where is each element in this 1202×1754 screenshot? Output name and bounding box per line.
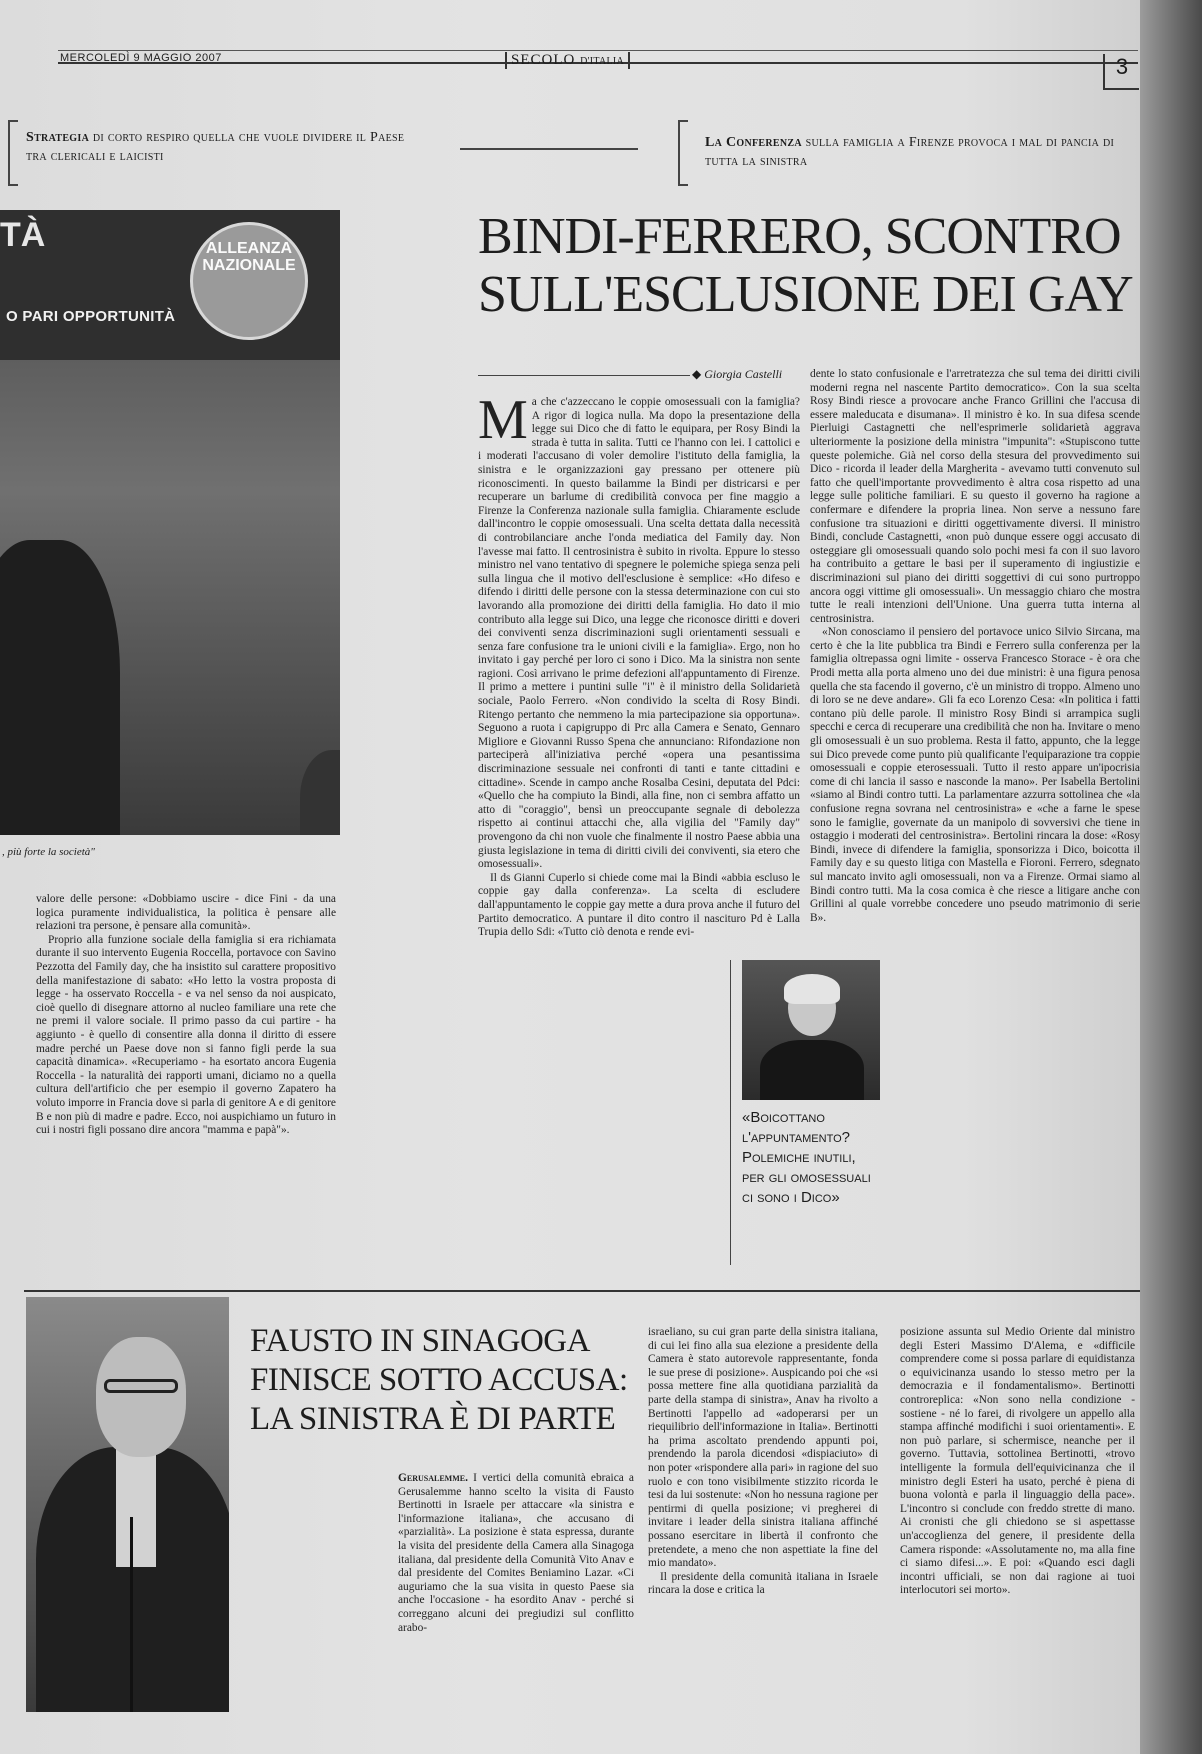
pull-quote-rule — [730, 960, 731, 1265]
article-paragraph — [398, 1472, 634, 1635]
minister-portrait — [742, 960, 880, 1100]
kicker-left-lead: Strategia — [26, 130, 90, 145]
kicker-right-lead: La Conferenza — [705, 135, 802, 150]
pull-quote: «Boicottano l'appuntamento? Polemiche inutili, per gli omosessuali ci sono i Dico» — [742, 1109, 871, 1206]
byline-rule — [478, 375, 690, 376]
second-article-column-2 — [648, 1326, 878, 1720]
main-headline: BINDI-FERRERO, SCONTRO SULL'ESCLUSIONE DEI GAY — [478, 208, 1133, 323]
byline: ◆ Giorgia Castelli — [692, 367, 783, 381]
glasses — [104, 1379, 178, 1393]
paragraph-text: I vertici della comunità ebraica a Gerusalemme hanno scelto la visita di Fausto Bertinotti in Israele per attaccare «la sinistra e l'informazione italiana», che accusano di «parzialità». La posizione è stata espressa, durante la visita del presidente della Camera alla Sinagoga italiana, dal presidente della Comunità Vito Anav e dal presidente del Comites Beniamino Lazar. «Ci auguriamo che la sua visita in questo Paese sia anche l'occasione - ha esordito Anav - perché si correggano alcuni dei pregiudizi sul conflitto arabo- — [398, 1472, 634, 1634]
article-paragraph: dente lo stato confusionale e l'arretratezza che sul tema dei diritti civili moderni regna nel nascente Partito democratico». Con la sua scelta Rosy Bindi riesce a provocare anche Franco Grillini che l'accusa di essere maleducata e disumana». Il ministro è ko. In sua difesa scende Pierluigi Castagnetti che nell'esprimerle solidarietà aggrava ulteriormente la posizione della ministra "impunita": «Stupiscono tutte queste polemiche. Già nel corso della stesura del provvedimento sui Dico - ricorda il leader della Margherita - avevamo tutti convenuto sul fatto che quell'importante provvedimento è altra cosa rispetto ad una legge sulle politiche familiari. E su questo il governo ha ragione a confermare e difendere la propria linea. Non serve a nessuno fare confusione tra situazioni e diritti oggettivamente diversi. Il ministro Bindi, conclude Castagnetti, «non può dunque essere oggi accusato di osteggiare gli omosessuali quando solo pochi mesi fa con il suo lavoro ha contribuito a gettare le basi per il superamento di ingiustizie e discriminazioni sul piano dei diritti soggettivi di cui sono purtroppo ancora oggi vittime gli omosessuali». Un messaggio chiaro che mostra tutte le reali intenzioni dell'Unione. Una guerra tutta interna al centrosinistra. — [810, 368, 1140, 625]
second-headline: FAUSTO IN SINAGOGA FINISCE SOTTO ACCUSA: LA SINISTRA È DI PARTE — [250, 1323, 628, 1437]
portrait-body — [760, 1040, 864, 1100]
section-divider — [24, 1290, 1140, 1292]
masthead-title: SECOLO — [511, 52, 576, 68]
banner-text: O PARI OPPORTUNITÀ — [6, 308, 176, 325]
kicker-left-text: di corto respiro quella che vuole dividere il Paese tra clericali e laicisti — [26, 130, 405, 164]
photo-caption: , più forte la società" — [2, 846, 95, 858]
article-paragraph: posizione assunta sul Medio Oriente dal ministro degli Esteri Massimo D'Alema, e «difficile comprendere come si possa parlare di equidistanza o equivicinanza usando lo stesso metro per la democrazia e il fondamentalismo». Bertinotti controreplica: «Non sono nella condizione - sostiene - né lo farei, di rivolgere un appello alla stampa affinché modifichi i suoi orientamenti». E non può parlare, si schermisce, neanche per il governo. Tuttavia, sottolinea Bertinotti, «trovo intelligente la formula dell'equivicinanza che il ministro degli Esteri ha usato, perché è piena di buona volontà e parla il linguaggio della pace». L'incontro si conclude con freddo strette di mano. Ai cronisti che gli chiedono se si aspettasse un'accoglienza del genere, il presidente della Camera risponde: «Assolutamente no, ma alla fine ci siamo difesi...». E poi: «Quando esci dagli incontri ufficiali, se non dai ragione ai tuoi interlocutori sei morto». — [900, 1326, 1135, 1597]
drop-cap: M — [478, 396, 528, 451]
article-paragraph: israeliano, su cui gran parte della sinistra italiana, di cui lei fino alla sua elezione a presidente della Camera è stato autorevole rappresentante, fonda le sue prese di posizione». Auspicando poi che «si possa mettere fine alla quotidiana parzialità da parte della stampa di sinistra», Anav ha rivolto a Bertinotti l'appello ad «adoperarsi per un riequilibrio dell'informazione in Italia». Bertinotti ha prima ascoltato prendendo appunti poi, prendendo la parola dicendosi «dispiaciuto» di non poter «rispondere alla pari» in ragione del suo ruolo e con tono visibilmente stizzito ricorda le tesi da lui sostenute: «Non ho nessuna ragione per pentirmi di quella posizione; vi pregherei di invitare i leader della sinistra italiana affinché possano esercitare in libertà il confronto che pretendete, a meno che non aspettiate la fine del mio mandato». — [648, 1326, 878, 1570]
article-paragraph — [478, 396, 800, 872]
event-photo — [0, 210, 340, 835]
header-date: MERCOLEDÌ 9 MAGGIO 2007 — [60, 52, 222, 64]
portrait-face — [96, 1337, 186, 1457]
second-article-column-3 — [900, 1326, 1135, 1720]
page-edge-shadow — [1140, 0, 1202, 1754]
kicker-right-text: sulla famiglia a Firenze provoca i mal di pancia di tutta la sinistra — [705, 135, 1115, 169]
article-paragraph: Proprio alla funzione sociale della famiglia si era richiamata durante il suo intervento Eugenia Roccella, portavoce con Savino Pezzotta del Family day, che ha insistito sul carattere propositivo della manifestazione di sabato: «Ho letto la vostra proposta di legge - ha osservato Roccella - e va nel senso da noi auspicato, cioè quello di disegnare attorno al nucleo familiare una rete che ne premi il valore sociale. Il primo passo da cui partire - ha aggiunto - è quello di consentire alla donna il diritto di essere madre perché un Paese dove non si fanno figli perde la sua capacità dinamica». «Recuperiamo - ha esortato ancora Eugenia Roccella - la naturalità dei rapporti umani, diciamo no a quella cultura dell'artificio che per esempio il governo Zapatero ha voluto imporre in Francia dove si parla di genitore A e di genitore B e non più di madre e padre. Ecco, noi auspichiamo un futuro in cui i nostri figli possano dire ancora "mamma e papà"». — [36, 933, 336, 1137]
left-article-column — [36, 893, 336, 1263]
article-paragraph: «Non conosciamo il pensiero del portavoce unico Silvio Sircana, ma certo è che la lite pubblica tra Bindi e Ferrero sulla conferenza per la famiglia oltrepassa ogni limite - osserva Francesco Storace - è ora che Prodi metta alla porta almeno uno dei due ministri: è una figura penosa quella che sta facendo il governo, c'è un ministro di troppo. Almeno uno di loro se ne deve andare». Gli fa eco Lorenzo Cesa: «In politica i fatti contano più delle parole. Il ministro Rosy Bindi si arrampica sugli specchi e cerca di recuperare una credibilità che non ha. Invitare o meno gli omosessuali è un suo problema. Resta il fatto, appunto, che la legge sui Dico prevede come punto più qualificante l'equiparazione tra coppie omosessuali e coppie eterosessuali. Tutto il resto appare un'ipocrisia come di chi lancia il sasso e nasconde la mano». Per Isabella Bertolini «siamo al Bindi contro tutti. La parlamentare azzurra sottolinea che «la confusione regna sovrana nel centrosinistra» e «che a farne le spese sono le famiglie, governate da un manipolo di sovversivi che tiene in ostaggio i moderati del centrosinistra». Bertolini rincara la dose: «Rosy Bindi, invece di difendere la famiglia, sponsorizza i Dico, boicotta il Family day e su questo litiga con Mastella e Fioroni. Ferrero, sdegnato sul mancato invito agli omosessuali, non va a Firenze. Ormai siamo al Bindi contro tutti. Ma la cosa comica è che riesce a litigare anche con Grillini al quale vorrebbe concedere uno pseudo matrimonio di serie B». — [810, 626, 1140, 924]
masthead — [505, 52, 630, 69]
header-top-rule — [58, 50, 1138, 51]
party-logo-text: ALLEANZA NAZIONALE — [202, 240, 296, 274]
paragraph-text: a che c'azzeccano le coppie omosessuali con la famiglia? A rigor di logica nulla. Ma dopo la presentazione della legge sui Dico che di fatto le equipara, per Rosy Bindi la strada è tutta in salita. Tutti ce l'hanno con lei. I cattolici e i moderati l'accusano di voler demolire l'istituto della famiglia, la sinistra e le organizzazioni gay pressano per ottenere più riconoscimenti. In questo bailamme la Bindi per districarsi e per recuperare un barlume di credibilità convoca per fine maggio a Firenze la Conferenza nazionale sulla famiglia. Chiaramente esclude dall'incontro le coppie omosessuali. Una scelta dettata dalla necessità di controbilanciare anche l'onda mediatica del Family day. Non l'avesse mai fatto. Il centrosinistra è subito in rivolta. Eppure lo stesso ministro nel vano tentativo di spegnere le polemiche spiega senza peli sulla lingua che il motivo dell'esclusione è semplice: «Ho difeso e difendo i diritti delle persone con la stessa determinazione con cui sto lavorando alla promozione dei diritti della famiglia. Ho dato il mio contributo alla legge sui Dico, una legge che riconosce diritti e doveri dei conviventi senza discriminazioni sugli orientamenti sessuali e senza fare confusione tra le unioni civili e la famiglia». Ergo, non ho invitato i gay perché per loro ci sono i Dico. Ma la sinistra non sente ragioni. Così arrivano le prime defezioni all'appuntamento di Firenze. Il primo a mettere i puntini sulle "i" è il ministro della Solidarietà sociale, Paolo Ferrero. «Non condivido la scelta di Rosy Bindi. Ritengo pertanto che nemmeno la mia partecipazione sia opportuna». Seguono a ruota i capigruppo di Prc alla Camera e Senato, Gennaro Migliore e Giovanni Russo Spena che annunciano: Rifondazione non parteciperà all'iniziativa perché «opera una pesantissima discriminazione sessuale nei confronti di tanti e tante cittadini e cittadine». Scende in campo anche Rosalba Cesini, deputata del Pdci: «Quello che ha compiuto la Bindi, alla fine, non ci sembra affatto un atto di "coraggio", bensì un preoccupante segnale di debolezza rispetto ai continui attacchi che, alla vigilia del "Family day" provengono da chi non vuole che finalmente il nostro Paese abbia una giusta legislazione in tema di diritti civili dei conviventi, sia etero che omosessuali». — [478, 396, 800, 871]
dateline: Gerusalemme. — [398, 1472, 468, 1484]
article-paragraph: Il presidente della comunità italiana in Israele rincara la dose e critica la — [648, 1570, 878, 1597]
portrait-shirt — [116, 1447, 156, 1567]
kicker-right — [705, 133, 1135, 171]
banner-large-text: TÀ — [0, 216, 46, 254]
second-article-column-1 — [398, 1472, 634, 1717]
portrait-hair — [784, 974, 840, 1004]
masthead-suffix: D'ITALIA — [580, 56, 625, 67]
article-paragraph: Il ds Gianni Cuperlo si chiede come mai la Bindi «abbia escluso le coppie gay dalla conferenza». La scelta di escludere dall'appuntamento le coppie gay mette a dura prova anche il futuro del Partito democratico. A puntare il dito contro il nascituro Pd è Lalla Trupia dello Sdi: «Tutto ciò denota e rende evi- — [478, 871, 800, 939]
kicker-left — [26, 128, 426, 166]
speaker-silhouette — [0, 540, 120, 835]
page-number: 3 — [1103, 54, 1139, 90]
kicker-right-bracket — [678, 120, 688, 186]
kicker-left-bracket — [8, 120, 18, 186]
article-paragraph: valore delle persone: «Dobbiamo uscire - dice Fini - da una logica puramente individualistica, la politica è pensare alle relazioni tra persone, è pensare alla comunità». — [36, 893, 336, 933]
microphone — [130, 1517, 133, 1712]
kicker-divider-line — [460, 148, 638, 150]
bertinotti-photo — [26, 1297, 229, 1712]
